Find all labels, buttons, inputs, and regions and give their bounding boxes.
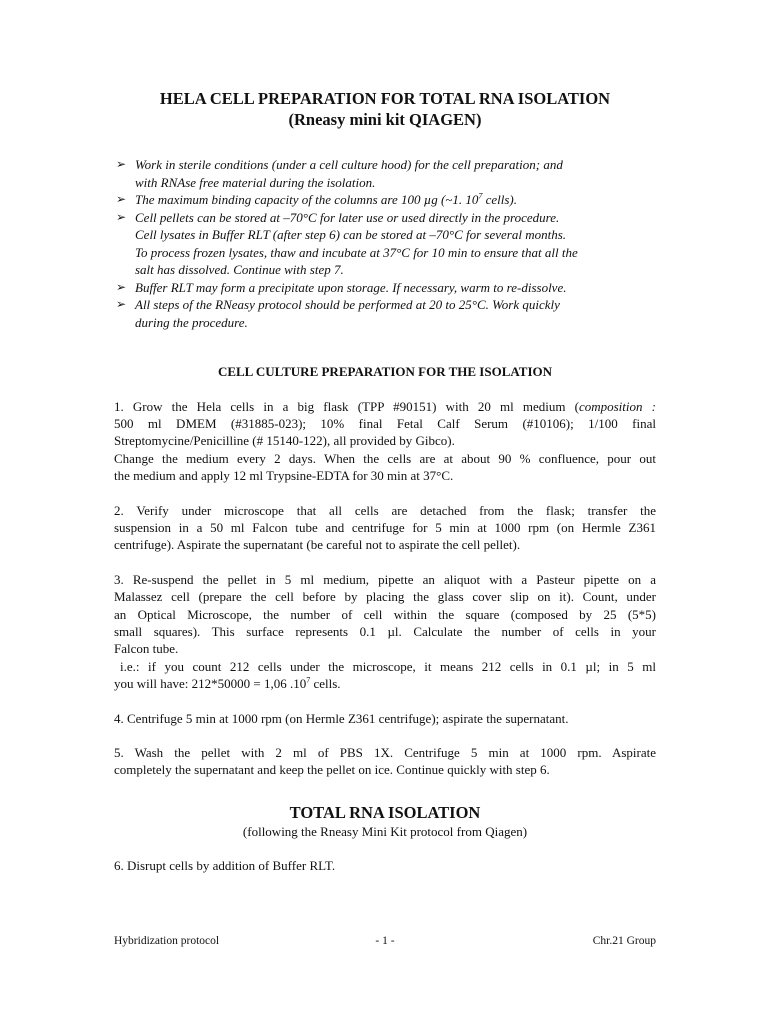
text-line: Streptomycine/Penicilline (# 15140-122), all provided by Gibco).: [114, 433, 455, 449]
text-line: Malassez cell (prepare the cell before by placing the glass cover slip on it). Count, under: [114, 589, 656, 605]
bullet-line: Buffer RLT may form a precipitate upon storage. If necessary, warm to re-dissolve.: [135, 279, 567, 295]
list-item: [114, 156, 656, 191]
bullet-line: Cell pellets can be stored at –70°C for later use or used directly in the procedure.: [135, 209, 560, 225]
text-line: [114, 675, 656, 692]
text-line: 5. Wash the pellet with 2 ml of PBS 1X. Centrifuge 5 min at 1000 rpm. Aspirate: [114, 745, 656, 760]
bullet-text: The maximum binding capacity of the columns are 100 µg (~1. 10: [135, 192, 479, 207]
step-2-paragraph: [114, 502, 656, 554]
text-line: 6. Disrupt cells by addition of Buffer RLT.: [114, 858, 336, 874]
list-item: [114, 209, 656, 279]
step-text: 1. Grow the Hela cells in a big flask (TPP #90151) with 20 ml medium (: [114, 398, 579, 414]
step-3-paragraph: [114, 571, 656, 693]
list-item: [114, 279, 656, 297]
text-line: small squares). This surface represents 0.1 µl. Calculate the number of cells in your: [114, 623, 656, 639]
italic-text: composition :: [578, 398, 656, 414]
title-line-1: HELA CELL PREPARATION FOR TOTAL RNA ISOLATION: [159, 89, 611, 108]
superscript: 7: [478, 191, 483, 201]
text-line: Falcon tube.: [114, 641, 179, 657]
text-line: suspension in a 50 ml Falcon tube and centrifuge for 5 min at 1000 rpm (on Hermle Z361: [114, 519, 656, 535]
text-line: 500 ml DMEM (#31885-023); 10% final Fetal Calf Serum (#10106); 1/100 final: [114, 415, 656, 431]
step-4-paragraph: [114, 710, 656, 727]
text-line: the medium and apply 12 ml Trypsine-EDTA for 30 min at 37°C.: [114, 468, 454, 484]
bullet-line: with RNAse free material during the isolation.: [135, 174, 376, 190]
step-1-paragraph: [114, 398, 656, 485]
title-line-2: (Rneasy mini kit QIAGEN): [288, 110, 482, 129]
notes-list: [114, 156, 656, 331]
list-item: [114, 191, 656, 209]
text-line: 4. Centrifuge 5 min at 1000 rpm (on Hermle Z361 centrifuge); aspirate the supernatant.: [114, 710, 569, 726]
footer-left: Hybridization protocol: [114, 935, 220, 947]
section-subtitle: (following the Rneasy Mini Kit protocol from Qiagen): [242, 823, 528, 839]
step-text: you will have: 212*50000 = 1,06 .10: [114, 676, 307, 692]
arrow-bullet-icon: ➢: [116, 192, 127, 206]
bullet-line: salt has dissolved. Continue with step 7.: [135, 262, 344, 277]
step-text: cells.: [310, 676, 341, 692]
bullet-line: To process frozen lysates, thaw and incubate at 37°C for 10 min to ensure that all the: [135, 244, 578, 260]
bullet-text: cells).: [482, 192, 517, 207]
text-line: 2. Verify under microscope that all cells are detached from the flask; transfer the: [114, 502, 656, 518]
text-line: completely the supernatant and keep the pellet on ice. Continue quickly with step 6.: [114, 762, 550, 778]
text-line: 3. Re-suspend the pellet in 5 ml medium, pipette an aliquot with a Pasteur pipette on a: [114, 571, 656, 587]
arrow-bullet-icon: ➢: [116, 209, 127, 224]
page-number: - 1 -: [375, 935, 395, 947]
section-heading-cell-culture: CELL CULTURE PREPARATION FOR THE ISOLATION: [217, 364, 553, 379]
text-line: [114, 398, 656, 415]
bullet-line: [135, 191, 656, 209]
footer-right: Chr.21 Group: [592, 935, 656, 947]
step-6-paragraph: [114, 857, 656, 874]
text-line: centrifuge). Aspirate the supernatant (be careful not to aspirate the cell pellet).: [114, 537, 521, 553]
bullet-line: during the procedure.: [135, 314, 248, 330]
arrow-bullet-icon: ➢: [116, 297, 127, 311]
text-line: Change the medium every 2 days. When the cells are at about 90 % confluence, pour out: [114, 450, 656, 466]
list-item: [114, 296, 656, 331]
superscript: 7: [306, 675, 311, 685]
bullet-line: Work in sterile conditions (under a cell culture hood) for the cell preparation; and: [135, 157, 563, 172]
document-title: [114, 88, 656, 130]
bullet-line: All steps of the RNeasy protocol should be performed at 20 to 25°C. Work quickly: [135, 297, 560, 312]
document-page: [114, 88, 656, 875]
text-line: i.e.: if you count 212 cells under the microscope, it means 212 cells in 0.1 µl; in 5 ml: [120, 658, 656, 674]
section-heading-total-rna: TOTAL RNA ISOLATION: [289, 802, 481, 822]
arrow-bullet-icon: ➢: [116, 157, 127, 171]
bullet-line: Cell lysates in Buffer RLT (after step 6) can be stored at –70°C for several months.: [135, 227, 567, 242]
text-line: an Optical Microscope, the number of cell within the square (composed by 25 (5*5): [114, 606, 656, 622]
step-5-paragraph: [114, 744, 656, 779]
arrow-bullet-icon: ➢: [116, 279, 127, 294]
